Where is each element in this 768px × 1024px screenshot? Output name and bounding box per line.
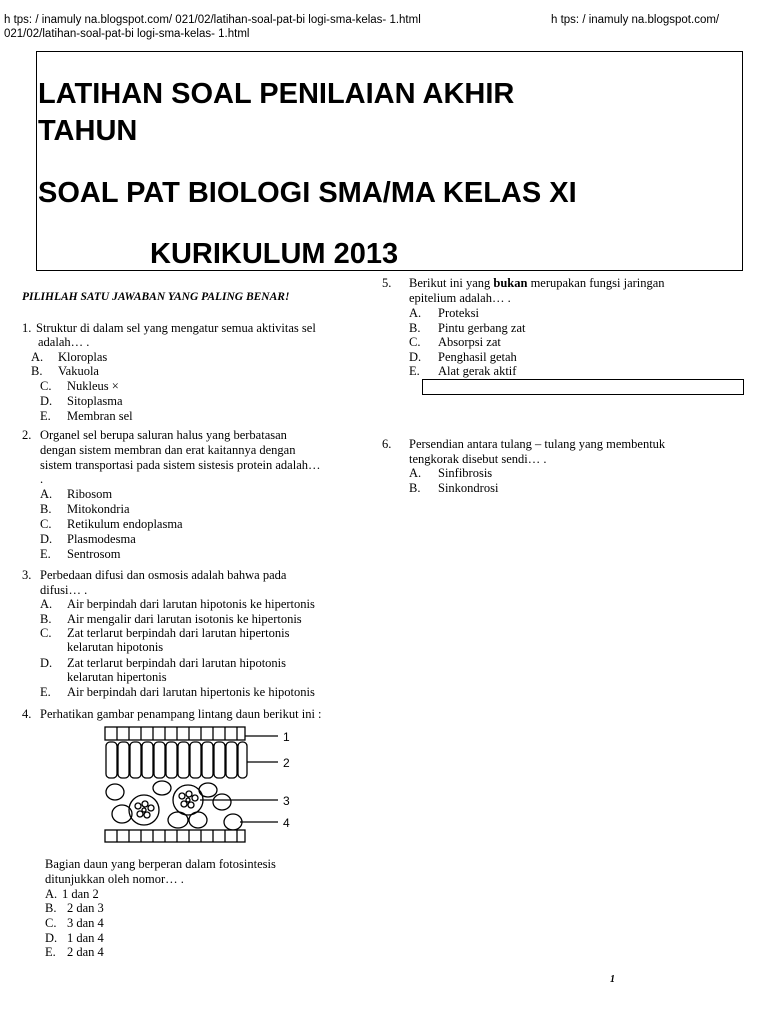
option-text: Alat gerak aktif	[438, 364, 517, 378]
option-text: Air mengalir dari larutan isotonis ke hipertonis	[67, 612, 302, 626]
option-letter: A.	[409, 306, 422, 320]
subtitle: SOAL PAT BIOLOGI SMA/MA KELAS XI	[38, 177, 577, 209]
figure-label-4: 4	[283, 816, 290, 830]
option-text: Vakuola	[58, 364, 99, 378]
option-text: Ribosom	[67, 487, 113, 501]
option-letter: C.	[40, 517, 52, 531]
option-letter: E.	[45, 945, 56, 959]
question-text: Perhatikan gambar penampang lintang daun berikut ini :	[40, 707, 322, 721]
option-text: Retikulum endoplasma	[67, 517, 183, 531]
source-url-line1: h tps: / inamuly na.blogspot.com/ 021/02/latihan-soal-pat-bi logi-sma-kelas- 1.html	[4, 14, 421, 26]
option-text: kelarutan hipotonis	[67, 640, 164, 654]
option-text: Sentrosom	[67, 547, 121, 561]
option-text: Mitokondria	[67, 502, 130, 516]
option-letter: D.	[45, 931, 58, 945]
option-text: 2 dan 4	[67, 945, 104, 959]
option-text: Zat terlarut berpindah dari larutan hipertonis	[67, 626, 290, 640]
question-number: 2.	[22, 428, 32, 442]
option-letter: C.	[409, 335, 421, 349]
option-letter: A.	[409, 466, 422, 480]
figure-label-3: 3	[283, 794, 290, 808]
option-letter: B.	[409, 481, 421, 495]
option-letter: E.	[409, 364, 420, 378]
question-text: Organel sel berupa saluran halus yang berbatasan	[40, 428, 287, 442]
option-letter: C.	[40, 626, 52, 640]
option-text: 1 dan 4	[67, 931, 104, 945]
option-text: Kloroplas	[58, 350, 108, 364]
question-text: Bagian daun yang berperan dalam fotosintesis	[45, 857, 276, 871]
title-line1: LATIHAN SOAL PENILAIAN AKHIR	[38, 78, 515, 110]
option-letter: C.	[45, 916, 57, 930]
question-text-post: merupakan fungsi jaringan	[527, 276, 665, 290]
instruction: PILIHLAH SATU JAWABAN YANG PALING BENAR!	[22, 291, 290, 303]
question-text: difusi… .	[40, 583, 88, 597]
question-text	[409, 276, 665, 291]
option-letter: C.	[40, 379, 52, 393]
curriculum-title: KURIKULUM 2013	[150, 238, 399, 270]
option-text: Zat terlarut berpindah dari larutan hipotonis	[67, 656, 287, 670]
question-number: 5.	[382, 276, 392, 290]
option-letter: E.	[40, 409, 51, 423]
question-number: 1.	[22, 321, 32, 335]
option-text: Sitoplasma	[67, 394, 123, 408]
option-letter: B.	[31, 364, 43, 378]
question-number: 6.	[382, 437, 392, 451]
option-letter: D.	[409, 350, 422, 364]
question-text-pre: Berikut ini yang	[409, 276, 494, 290]
question-text: sistem transportasi pada sistem sistesis protein adalah…	[40, 458, 321, 472]
vascular-bundles	[129, 785, 203, 825]
option-letter: E.	[40, 685, 51, 699]
figure-label-1: 1	[283, 730, 290, 744]
question-number: 3.	[22, 568, 32, 582]
option-text: 1 dan 2	[62, 887, 99, 901]
option-letter: A.	[40, 487, 53, 501]
option-text: Plasmodesma	[67, 532, 136, 546]
option-text: Nukleus ×	[67, 379, 119, 393]
title-line2: TAHUN	[38, 115, 138, 147]
question-text: ditunjukkan oleh nomor… .	[45, 872, 184, 886]
question-text: adalah… .	[38, 335, 90, 349]
option-text: Proteksi	[438, 306, 479, 320]
question-text: tengkorak disebut sendi… .	[409, 452, 547, 466]
question-emphasis: bukan	[493, 276, 528, 290]
question-text: .	[40, 472, 44, 486]
option-letter: D.	[40, 532, 53, 546]
question-text: epitelium adalah… .	[409, 291, 511, 305]
option-text: Sinfibrosis	[438, 466, 493, 480]
source-url-right: h tps: / inamuly na.blogspot.com/	[551, 14, 720, 26]
question-text: Struktur di dalam sel yang mengatur semua aktivitas sel	[36, 321, 316, 335]
option-letter: D.	[40, 394, 53, 408]
question-text: Persendian antara tulang – tulang yang membentuk	[409, 437, 666, 451]
page-number: 1	[610, 974, 615, 985]
option-letter: B.	[40, 612, 52, 626]
option-text: Sinkondrosi	[438, 481, 499, 495]
option-letter: B.	[45, 901, 57, 915]
option-text: Penghasil getah	[438, 350, 517, 364]
option-text: 3 dan 4	[67, 916, 104, 930]
option-text: kelarutan hipertonis	[67, 670, 167, 684]
question-text: Perbedaan difusi dan osmosis adalah bahwa pada	[40, 568, 287, 582]
question-text: dengan sistem membran dan erat kaitannya dengan	[40, 443, 296, 457]
option-text: Absorpsi zat	[438, 335, 501, 349]
option-letter: E.	[40, 547, 51, 561]
option-letter: A.	[45, 887, 58, 901]
palisade-cells	[106, 742, 247, 778]
option-text: Air berpindah dari larutan hipotonis ke hipertonis	[67, 597, 315, 611]
option-letter: B.	[409, 321, 421, 335]
option-letter: B.	[40, 502, 52, 516]
option-text: Membran sel	[67, 409, 133, 423]
question-number: 4.	[22, 707, 32, 721]
option-text: Air berpindah dari larutan hipertonis ke hipotonis	[67, 685, 315, 699]
option-text: 2 dan 3	[67, 901, 104, 915]
option-letter: D.	[40, 656, 53, 670]
option-letter: A.	[31, 350, 44, 364]
option-text: Pintu gerbang zat	[438, 321, 526, 335]
option-letter: A.	[40, 597, 53, 611]
source-url-line2: 021/02/latihan-soal-pat-bi logi-sma-kelas- 1.html	[4, 28, 250, 40]
figure-label-2: 2	[283, 756, 290, 770]
leaf-cross-section-figure	[100, 724, 310, 846]
answer-box	[422, 379, 744, 395]
